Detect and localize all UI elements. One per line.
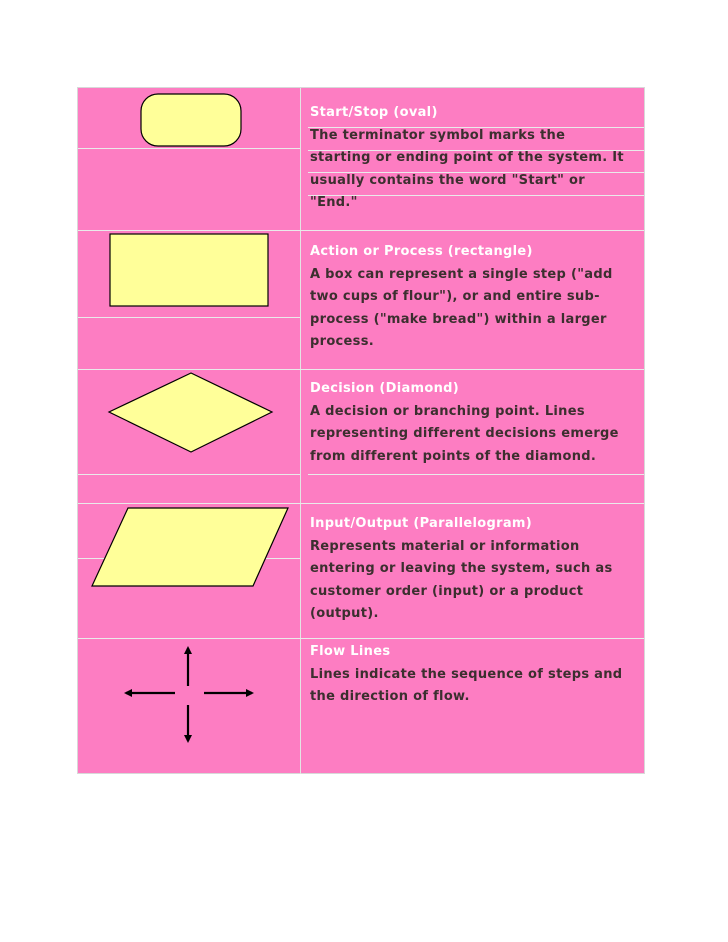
symbol-row-flow-lines: [78, 638, 644, 774]
row-title: Flow Lines: [310, 644, 391, 659]
oval-shape-cell: [78, 88, 300, 230]
row-description: [310, 102, 646, 215]
description-line: process.: [310, 334, 374, 350]
description-line: Represents material or information: [310, 538, 580, 554]
description-line: the direction of flow.: [310, 689, 470, 705]
description-line: Lines indicate the sequence of steps and: [310, 666, 623, 682]
description-line: A decision or branching point. Lines: [310, 403, 585, 419]
rectangle-shape: [78, 230, 300, 369]
description-line: from different points of the diamond.: [310, 448, 597, 464]
flowchart-symbol-table: [77, 87, 645, 774]
description-line: two cups of flour"), or and entire sub-: [310, 289, 600, 305]
row-description: [310, 641, 646, 709]
diamond-shape: [78, 369, 300, 503]
symbol-row-rectangle: [78, 230, 644, 369]
diamond-shape-cell: [78, 369, 300, 503]
row-title: Input/Output (Parallelogram): [310, 516, 533, 531]
flow-arrows-icon: [78, 638, 300, 774]
description-line: process ("make bread") within a larger: [310, 311, 607, 327]
row-title: Start/Stop (oval): [310, 105, 438, 120]
flow-arrows-cell: [78, 638, 300, 774]
parallelogram-shape-cell: [78, 503, 300, 638]
description-line: customer order (input) or a product: [310, 583, 584, 599]
description-line: "End.": [310, 195, 358, 211]
description-line: A box can represent a single step ("add: [310, 266, 613, 282]
rectangle-shape-cell: [78, 230, 300, 369]
symbol-row-oval: [78, 88, 644, 230]
description-line: entering or leaving the system, such as: [310, 561, 613, 577]
description-line: starting or ending point of the system. It: [310, 150, 624, 166]
row-description: [310, 378, 646, 468]
parallelogram-shape: [78, 503, 300, 638]
row-description: [310, 513, 646, 626]
symbol-row-diamond: [78, 369, 644, 503]
row-title: Action or Process (rectangle): [310, 244, 533, 259]
description-line: representing different decisions emerge: [310, 426, 619, 442]
row-description: [310, 241, 646, 354]
description-line: The terminator symbol marks the: [310, 127, 566, 143]
symbol-row-parallelogram: [78, 503, 644, 638]
description-line: usually contains the word "Start" or: [310, 172, 585, 188]
oval-shape: [78, 88, 300, 230]
description-line: (output).: [310, 606, 379, 622]
row-title: Decision (Diamond): [310, 381, 460, 396]
